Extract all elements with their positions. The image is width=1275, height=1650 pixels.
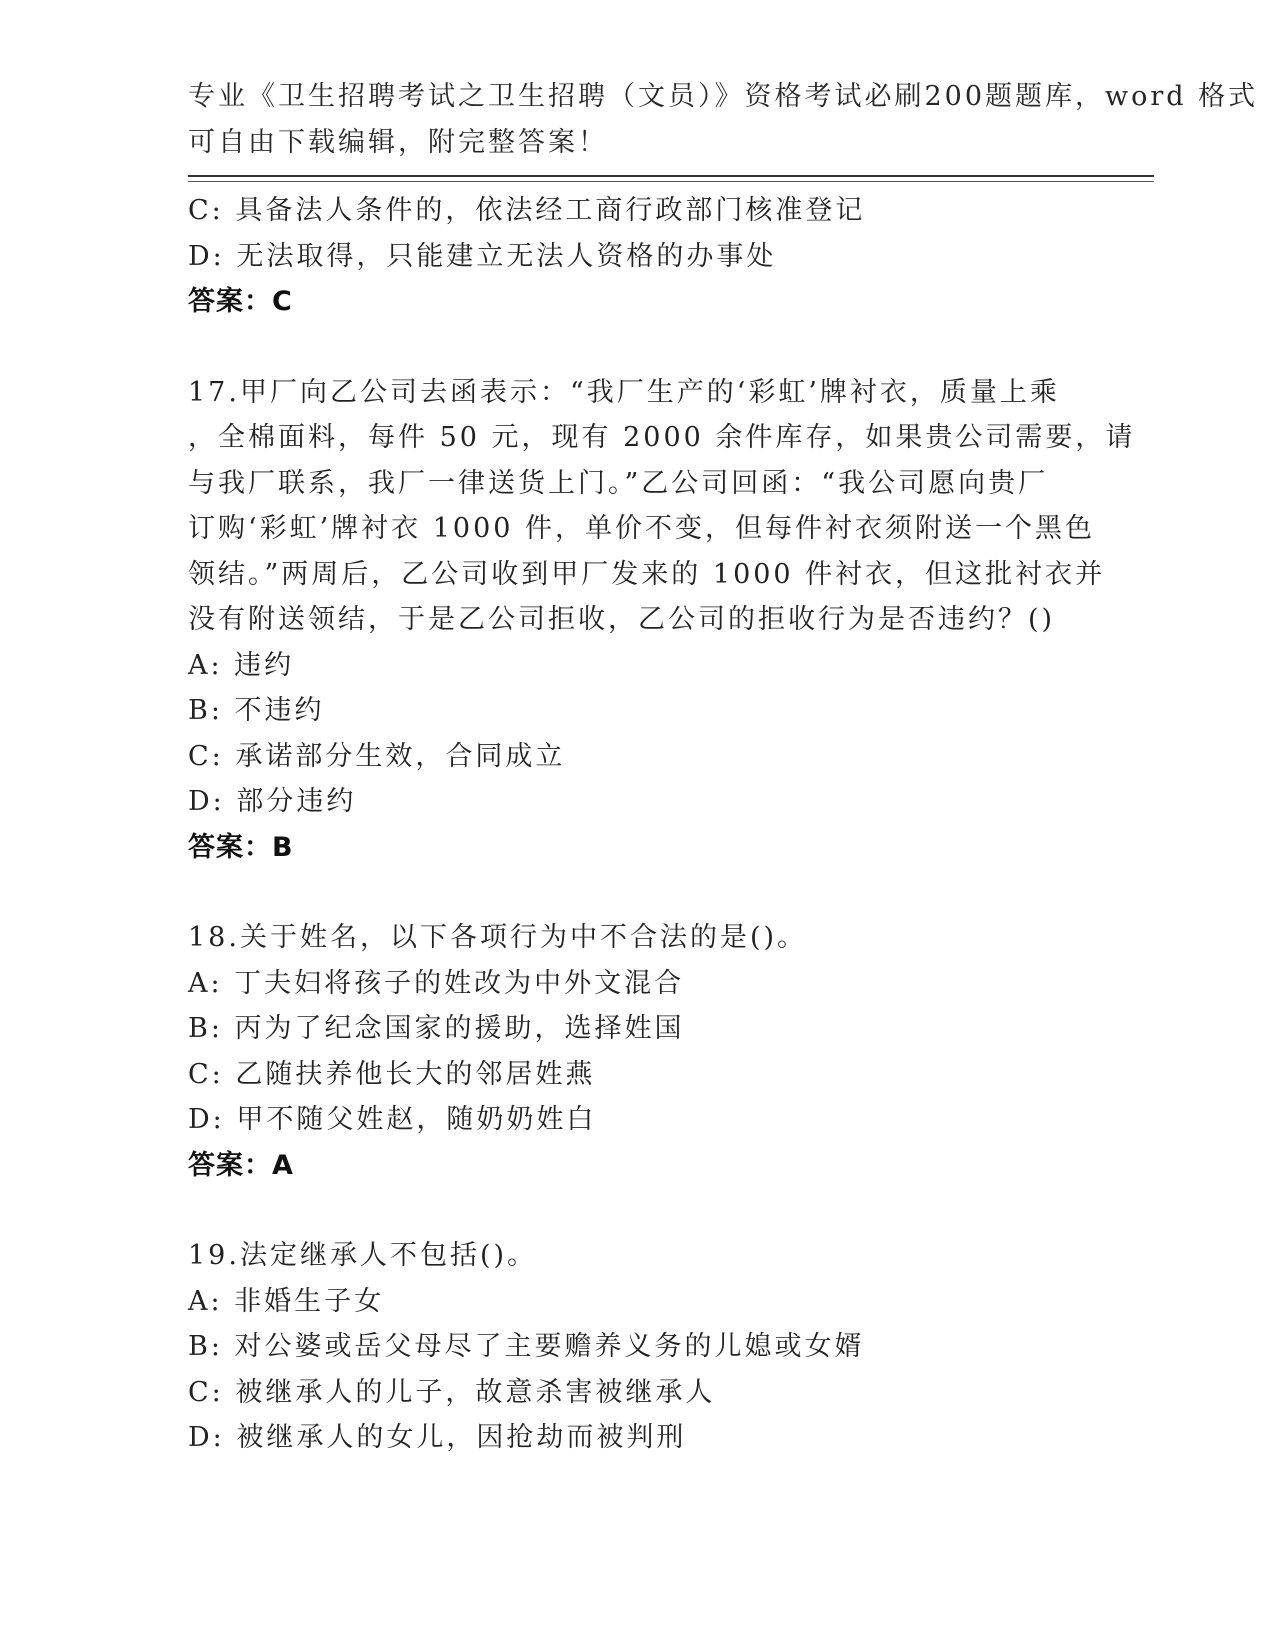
- header-divider-thick: [188, 175, 1154, 177]
- question-stem-line: 订购‘彩虹’牌衬衣 1000 件，单价不变，但每件衬衣须附送一个黑色: [188, 513, 1096, 544]
- option-d: D: 被继承人的女儿，因抢劫而被判刑: [188, 1422, 687, 1453]
- header-title-line-2: 可自由下载编辑，附完整答案！: [188, 126, 608, 158]
- question-stem-line: ，全棉面料，每件 50 元，现有 2000 余件库存，如果贵公司需要，请: [188, 422, 1136, 453]
- option-b: B: 对公婆或岳父母尽了主要赡养义务的儿媳或女婿: [188, 1331, 865, 1362]
- answer-line: 答案：C: [188, 286, 293, 317]
- question-16-continued: [188, 188, 1088, 325]
- spacer: [188, 325, 1088, 370]
- question-stem-line: 没有附送领结，于是乙公司拒收，乙公司的拒收行为是否违约？(): [188, 604, 1056, 635]
- option-c: C: 具备法人条件的，依法经工商行政部门核准登记: [188, 195, 866, 226]
- option-b: B: 丙为了纪念国家的援助，选择姓国: [188, 1013, 685, 1044]
- option-d: D: 甲不随父姓赵，随奶奶姓白: [188, 1104, 597, 1135]
- question-stem-line: 与我厂联系，我厂一律送货上门。”乙公司回函：“我公司愿向贵厂: [188, 467, 1049, 499]
- question-stem-line: 17.甲厂向乙公司去函表示：“我厂生产的‘彩虹’牌衬衣，质量上乘: [188, 376, 1060, 408]
- option-c: C: 被继承人的儿子，故意杀害被继承人: [188, 1376, 716, 1408]
- question-17: [188, 370, 1136, 871]
- spacer: [188, 870, 1088, 915]
- option-d: D: 部分违约: [188, 786, 357, 817]
- header-divider-thin: [188, 181, 1154, 182]
- question-stem-line: 19.法定继承人不包括()。: [188, 1240, 538, 1271]
- spacer: [188, 1188, 1088, 1233]
- option-c: C: 乙随扶养他长大的邻居姓燕: [188, 1058, 596, 1090]
- question-18: [188, 915, 1088, 1188]
- option-d: D: 无法取得，只能建立无法人资格的办事处: [188, 240, 777, 272]
- option-a: A: 丁夫妇将孩子的姓改为中外文混合: [188, 967, 685, 999]
- document-body: [188, 188, 1136, 1461]
- answer-line: 答案：B: [188, 831, 294, 863]
- document-header: [188, 74, 1259, 165]
- question-stem-line: 领结。”两周后，乙公司收到甲厂发来的 1000 件衬衣，但这批衬衣并: [188, 558, 1106, 590]
- header-title-line-1: 专业《卫生招聘考试之卫生招聘（文员）》资格考试必刷200题题库，word 格式: [188, 81, 1259, 112]
- question-19: [188, 1233, 1088, 1461]
- option-b: B: 不违约: [188, 695, 325, 726]
- option-c: C: 承诺部分生效，合同成立: [188, 740, 566, 772]
- question-stem-line: 18.关于姓名，以下各项行为中不合法的是()。: [188, 922, 808, 953]
- answer-line: 答案：A: [188, 1149, 294, 1181]
- option-a: A: 违约: [188, 649, 295, 681]
- option-a: A: 非婚生子女: [188, 1285, 385, 1317]
